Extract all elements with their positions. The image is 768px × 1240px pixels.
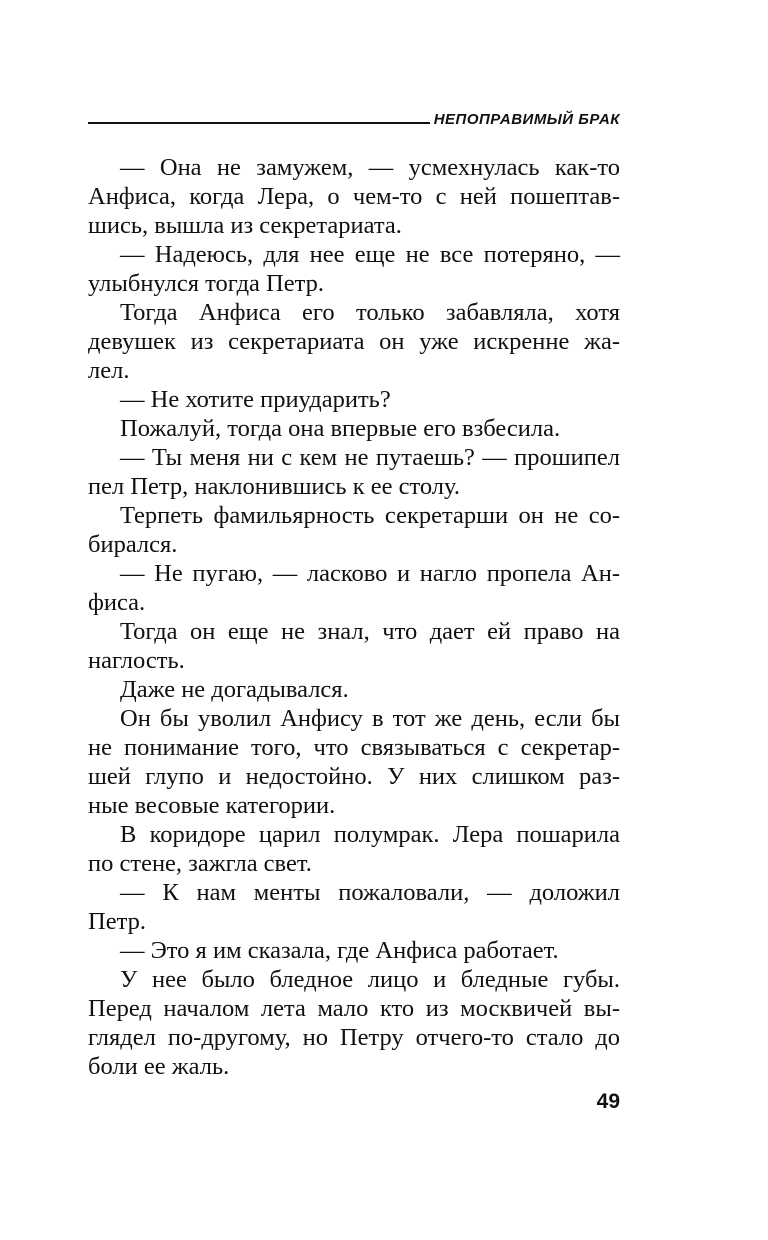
text-line: Даже не догадывался. [120,676,349,703]
text-line: улыбнулся тогда Петр. [88,270,324,297]
page-number: 49 [596,1090,620,1113]
text-line: — Она не замужем, — усмехнулась как-то [120,154,620,181]
text-line: Перед началом лета мало кто из москвичей вы- [88,995,620,1022]
text-line: девушек из секретариата он уже искренне жа- [88,328,620,355]
body-text [88,153,620,1081]
running-title: НЕПОПРАВИМЫЙ БРАК [433,111,620,128]
text-line: Тогда он еще не знал, что дает ей право на [120,618,620,645]
text-line: — Надеюсь, для нее еще не все потеряно, — [120,241,620,268]
text-line: наглость. [88,647,185,674]
text-line: Тогда Анфиса его только забавляла, хотя [120,299,620,326]
text-line: не понимание того, что связываться с секретар- [88,734,620,761]
text-line: по стене, зажгла свет. [88,850,312,877]
text-line: У нее было бледное лицо и бледные губы. [120,966,620,993]
text-line: пел Петр, наклонившись к ее столу. [88,473,460,500]
text-line: глядел по-другому, но Петру отчего-то стало до [88,1024,620,1051]
text-line: фиса. [88,589,146,616]
text-line: Терпеть фамильярность секретарши он не со- [120,502,620,529]
text-line: лел. [88,357,130,384]
text-line: — Ты меня ни с кем не путаешь? — прошипел [120,444,620,471]
text-line: — К нам менты пожаловали, — доложил [120,879,620,906]
text-line: ные весовые категории. [88,792,336,819]
text-line: шей глупо и недостойно. У них слишком раз- [88,763,620,790]
text-line: — Не пугаю, — ласково и нагло пропела Ан- [120,560,620,587]
text-line: Пожалуй, тогда она впервые его взбесила. [120,415,561,442]
page-header [88,104,620,128]
text-line: Петр. [88,908,146,935]
text-line: Анфиса, когда Лера, о чем-то с ней пошептав- [88,183,620,210]
text-line: В коридоре царил полумрак. Лера пошарила [120,821,620,848]
header-rule [88,122,430,124]
text-line: шись, вышла из секретариата. [88,212,402,239]
text-line: боли ее жаль. [88,1053,230,1080]
text-line: Он бы уволил Анфису в тот же день, если бы [120,705,620,732]
text-line: — Не хотите приударить? [120,386,391,413]
text-line: бирался. [88,531,178,558]
text-line: — Это я им сказала, где Анфиса работает. [120,937,559,964]
